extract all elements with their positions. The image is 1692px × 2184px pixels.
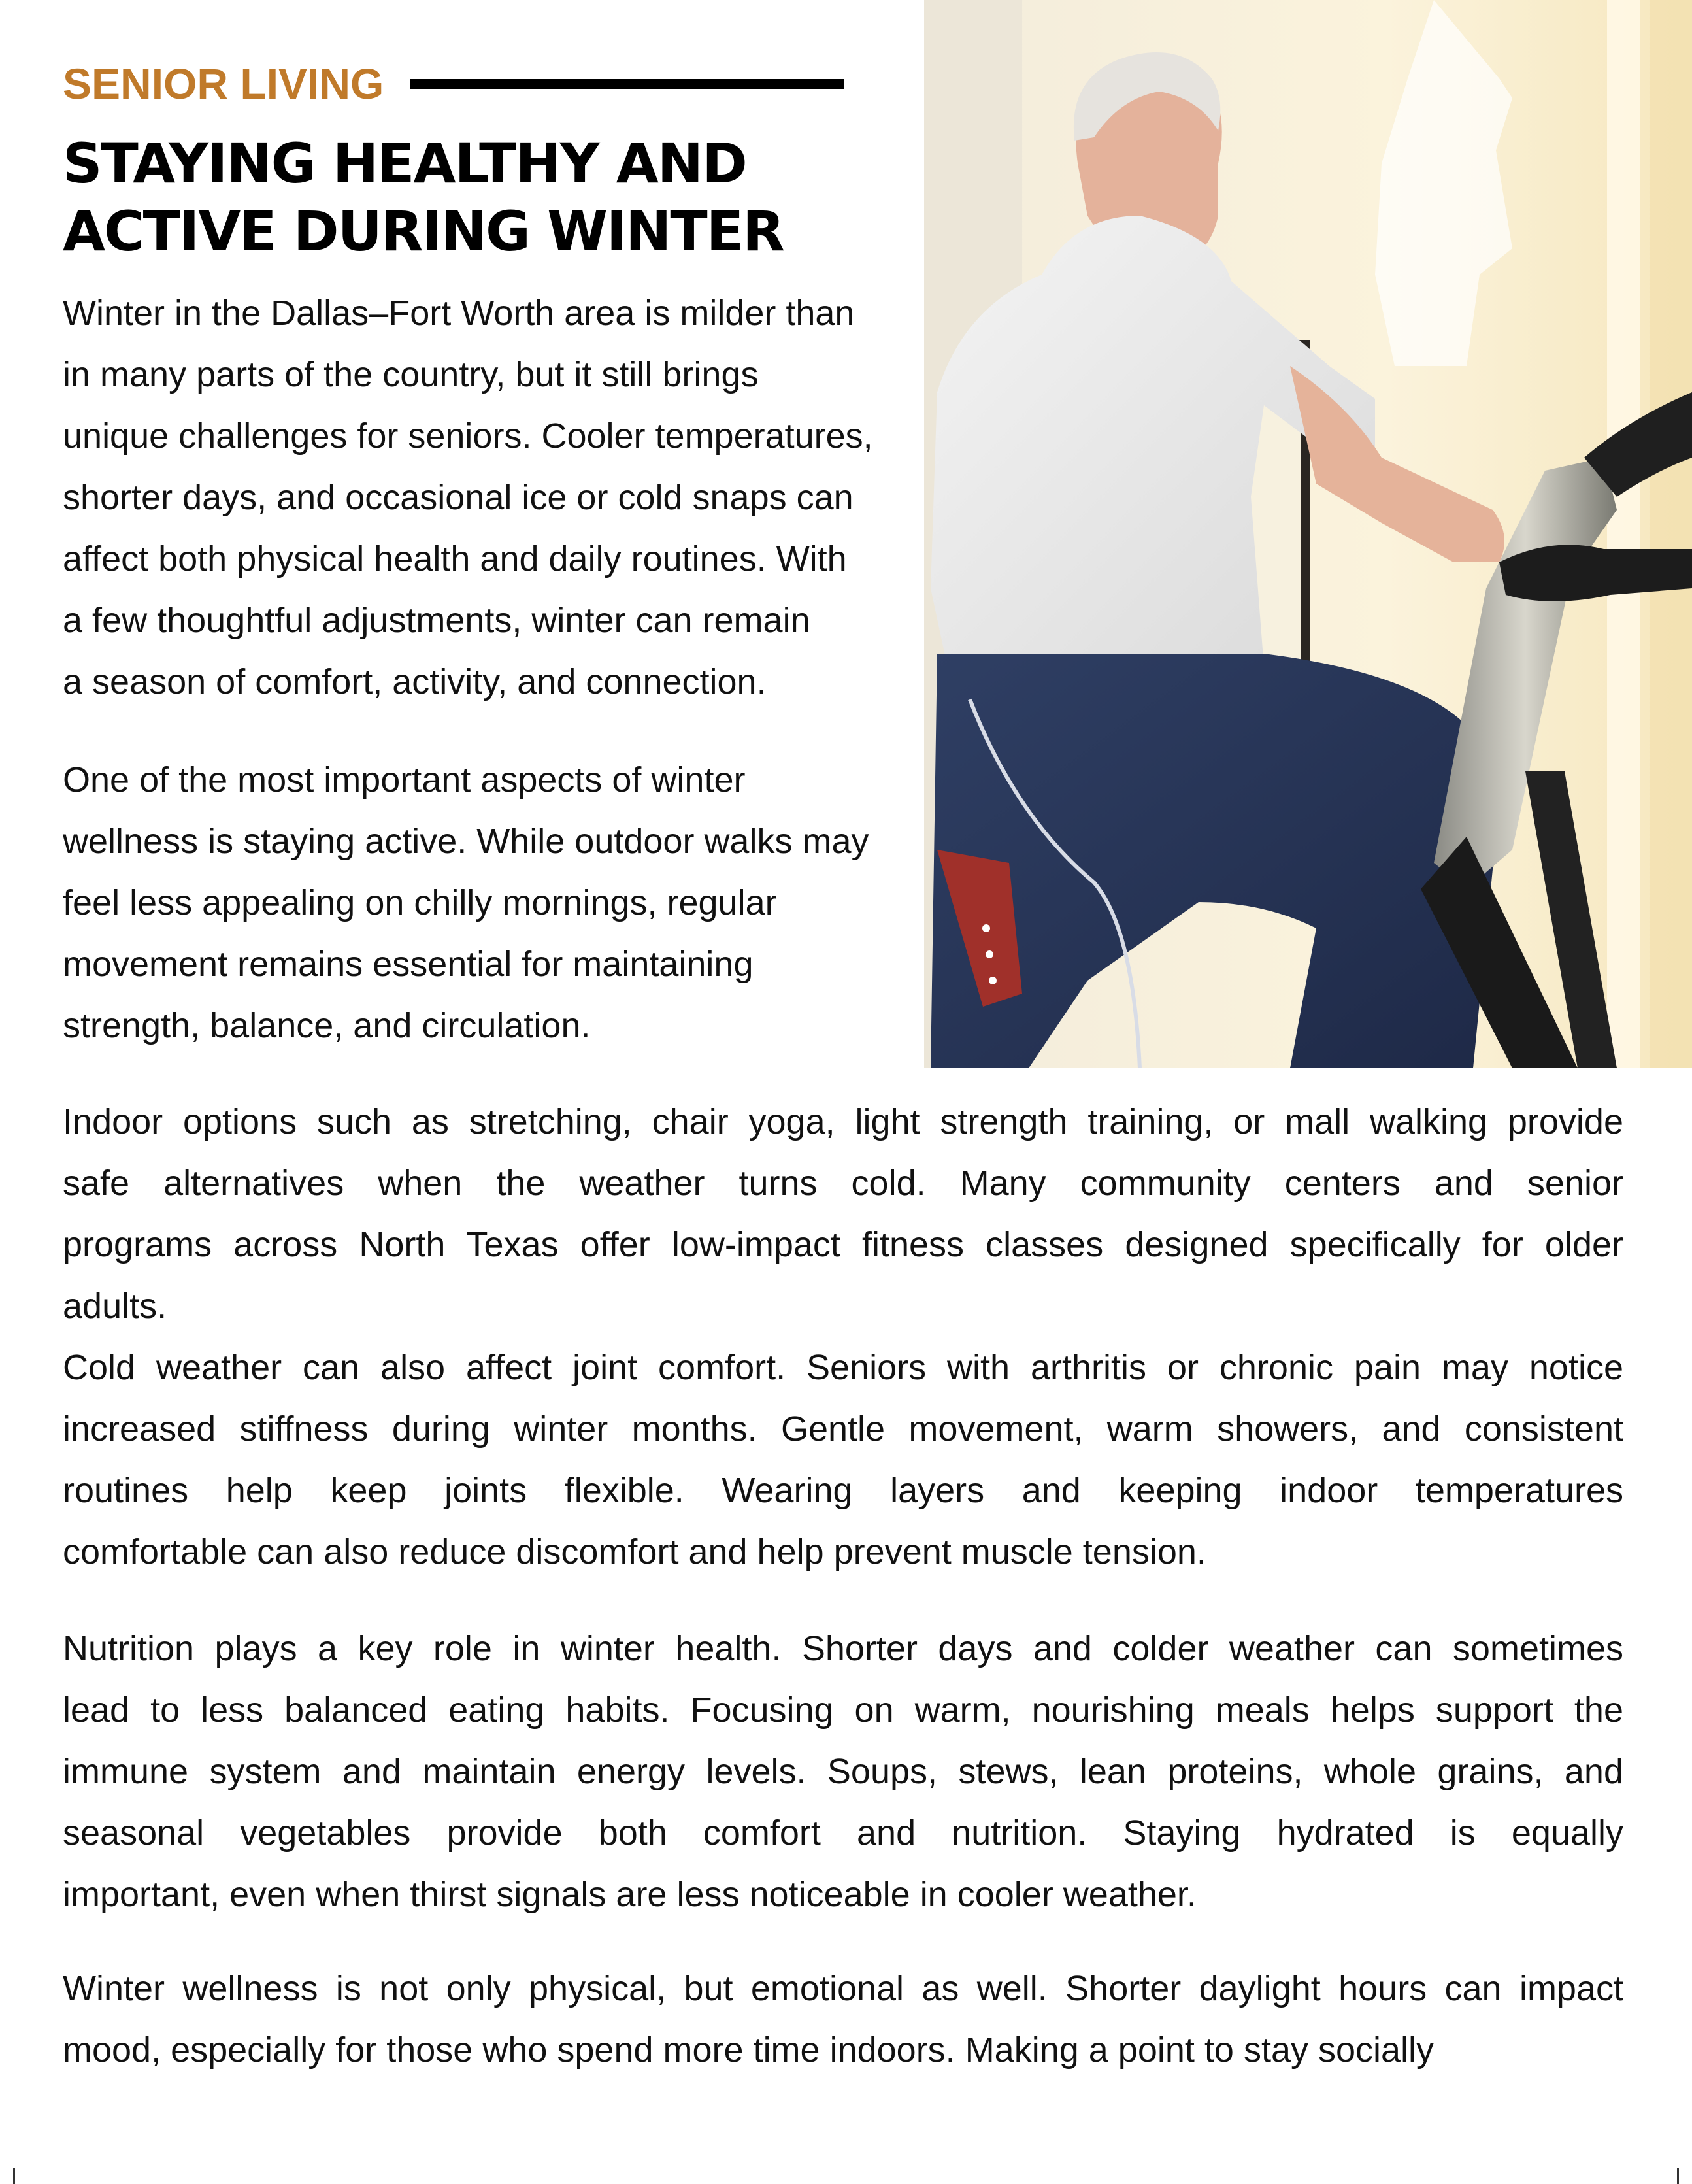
paragraph-4 [63, 1618, 1623, 1925]
article-photo [924, 0, 1692, 1068]
paragraph-1 [63, 282, 873, 713]
crop-mark-left [13, 2168, 15, 2184]
paragraph-line: wellness is staying active. While outdoor walks may [63, 822, 869, 861]
senior-cycling-photo [924, 0, 1692, 1068]
headline-line-2: ACTIVE DURING WINTER [63, 199, 784, 263]
paragraph-line: feel less appealing on chilly mornings, regular [63, 883, 777, 922]
paragraph-line: Winter in the Dallas–Fort Worth area is milder than [63, 294, 855, 333]
paragraph-line: seasonal vegetables provide both comfort and nutrition. Staying hydrated is equally [63, 1813, 1623, 1853]
paragraph-line: comfortable can also reduce discomfort and help prevent muscle tension. [63, 1532, 1206, 1571]
paragraph-line: a few thoughtful adjustments, winter can remain [63, 601, 810, 640]
paragraph-line: movement remains essential for maintaining [63, 945, 754, 984]
paragraph-3 [63, 1091, 1623, 1583]
paragraph-line: in many parts of the country, but it still brings [63, 355, 759, 394]
paragraph-line: Winter wellness is not only physical, but emotional as well. Shorter daylight hours can impact [63, 1969, 1623, 2008]
paragraph-line: Nutrition plays a key role in winter health. Shorter days and colder weather can sometimes [63, 1629, 1623, 1668]
paragraph-2 [63, 749, 869, 1056]
paragraph-line: a season of comfort, activity, and connection. [63, 662, 767, 701]
paragraph-line: routines help keep joints flexible. Wearing layers and keeping indoor temperatures [63, 1471, 1623, 1510]
section-label: SENIOR LIVING [63, 59, 384, 108]
crop-mark-right [1677, 2168, 1679, 2184]
section-rule [410, 79, 844, 89]
paragraph-line: unique challenges for seniors. Cooler temperatures, [63, 416, 873, 456]
paragraph-5 [63, 1958, 1623, 2081]
paragraph-line: Cold weather can also affect joint comfort. Seniors with arthritis or chronic pain may notice [63, 1348, 1623, 1387]
paragraph-line: programs across North Texas offer low-impact fitness classes designed specifically for older [63, 1225, 1623, 1264]
paragraph-line: Indoor options such as stretching, chair yoga, light strength training, or mall walking provide [63, 1102, 1623, 1141]
paragraph-line: One of the most important aspects of winter [63, 760, 746, 799]
paragraph-line: mood, especially for those who spend more time indoors. Making a point to stay socially [63, 2030, 1435, 2070]
paragraph-line: safe alternatives when the weather turns cold. Many community centers and senior [63, 1164, 1623, 1203]
paragraph-line: immune system and maintain energy levels. Soups, stews, lean proteins, whole grains, and [63, 1752, 1623, 1791]
article-headline [63, 129, 912, 265]
paragraph-line: adults. [63, 1286, 167, 1326]
paragraph-line: increased stiffness during winter months. Gentle movement, warm showers, and consistent [63, 1409, 1623, 1449]
paragraph-line: important, even when thirst signals are less noticeable in cooler weather. [63, 1875, 1197, 1914]
headline-line-1: STAYING HEALTHY AND [63, 131, 746, 195]
paragraph-line: shorter days, and occasional ice or cold snaps can [63, 478, 854, 517]
paragraph-line: affect both physical health and daily routines. With [63, 539, 847, 579]
section-header [63, 58, 860, 110]
paragraph-line: lead to less balanced eating habits. Focusing on warm, nourishing meals helps support the [63, 1690, 1623, 1730]
paragraph-line: strength, balance, and circulation. [63, 1006, 591, 1045]
